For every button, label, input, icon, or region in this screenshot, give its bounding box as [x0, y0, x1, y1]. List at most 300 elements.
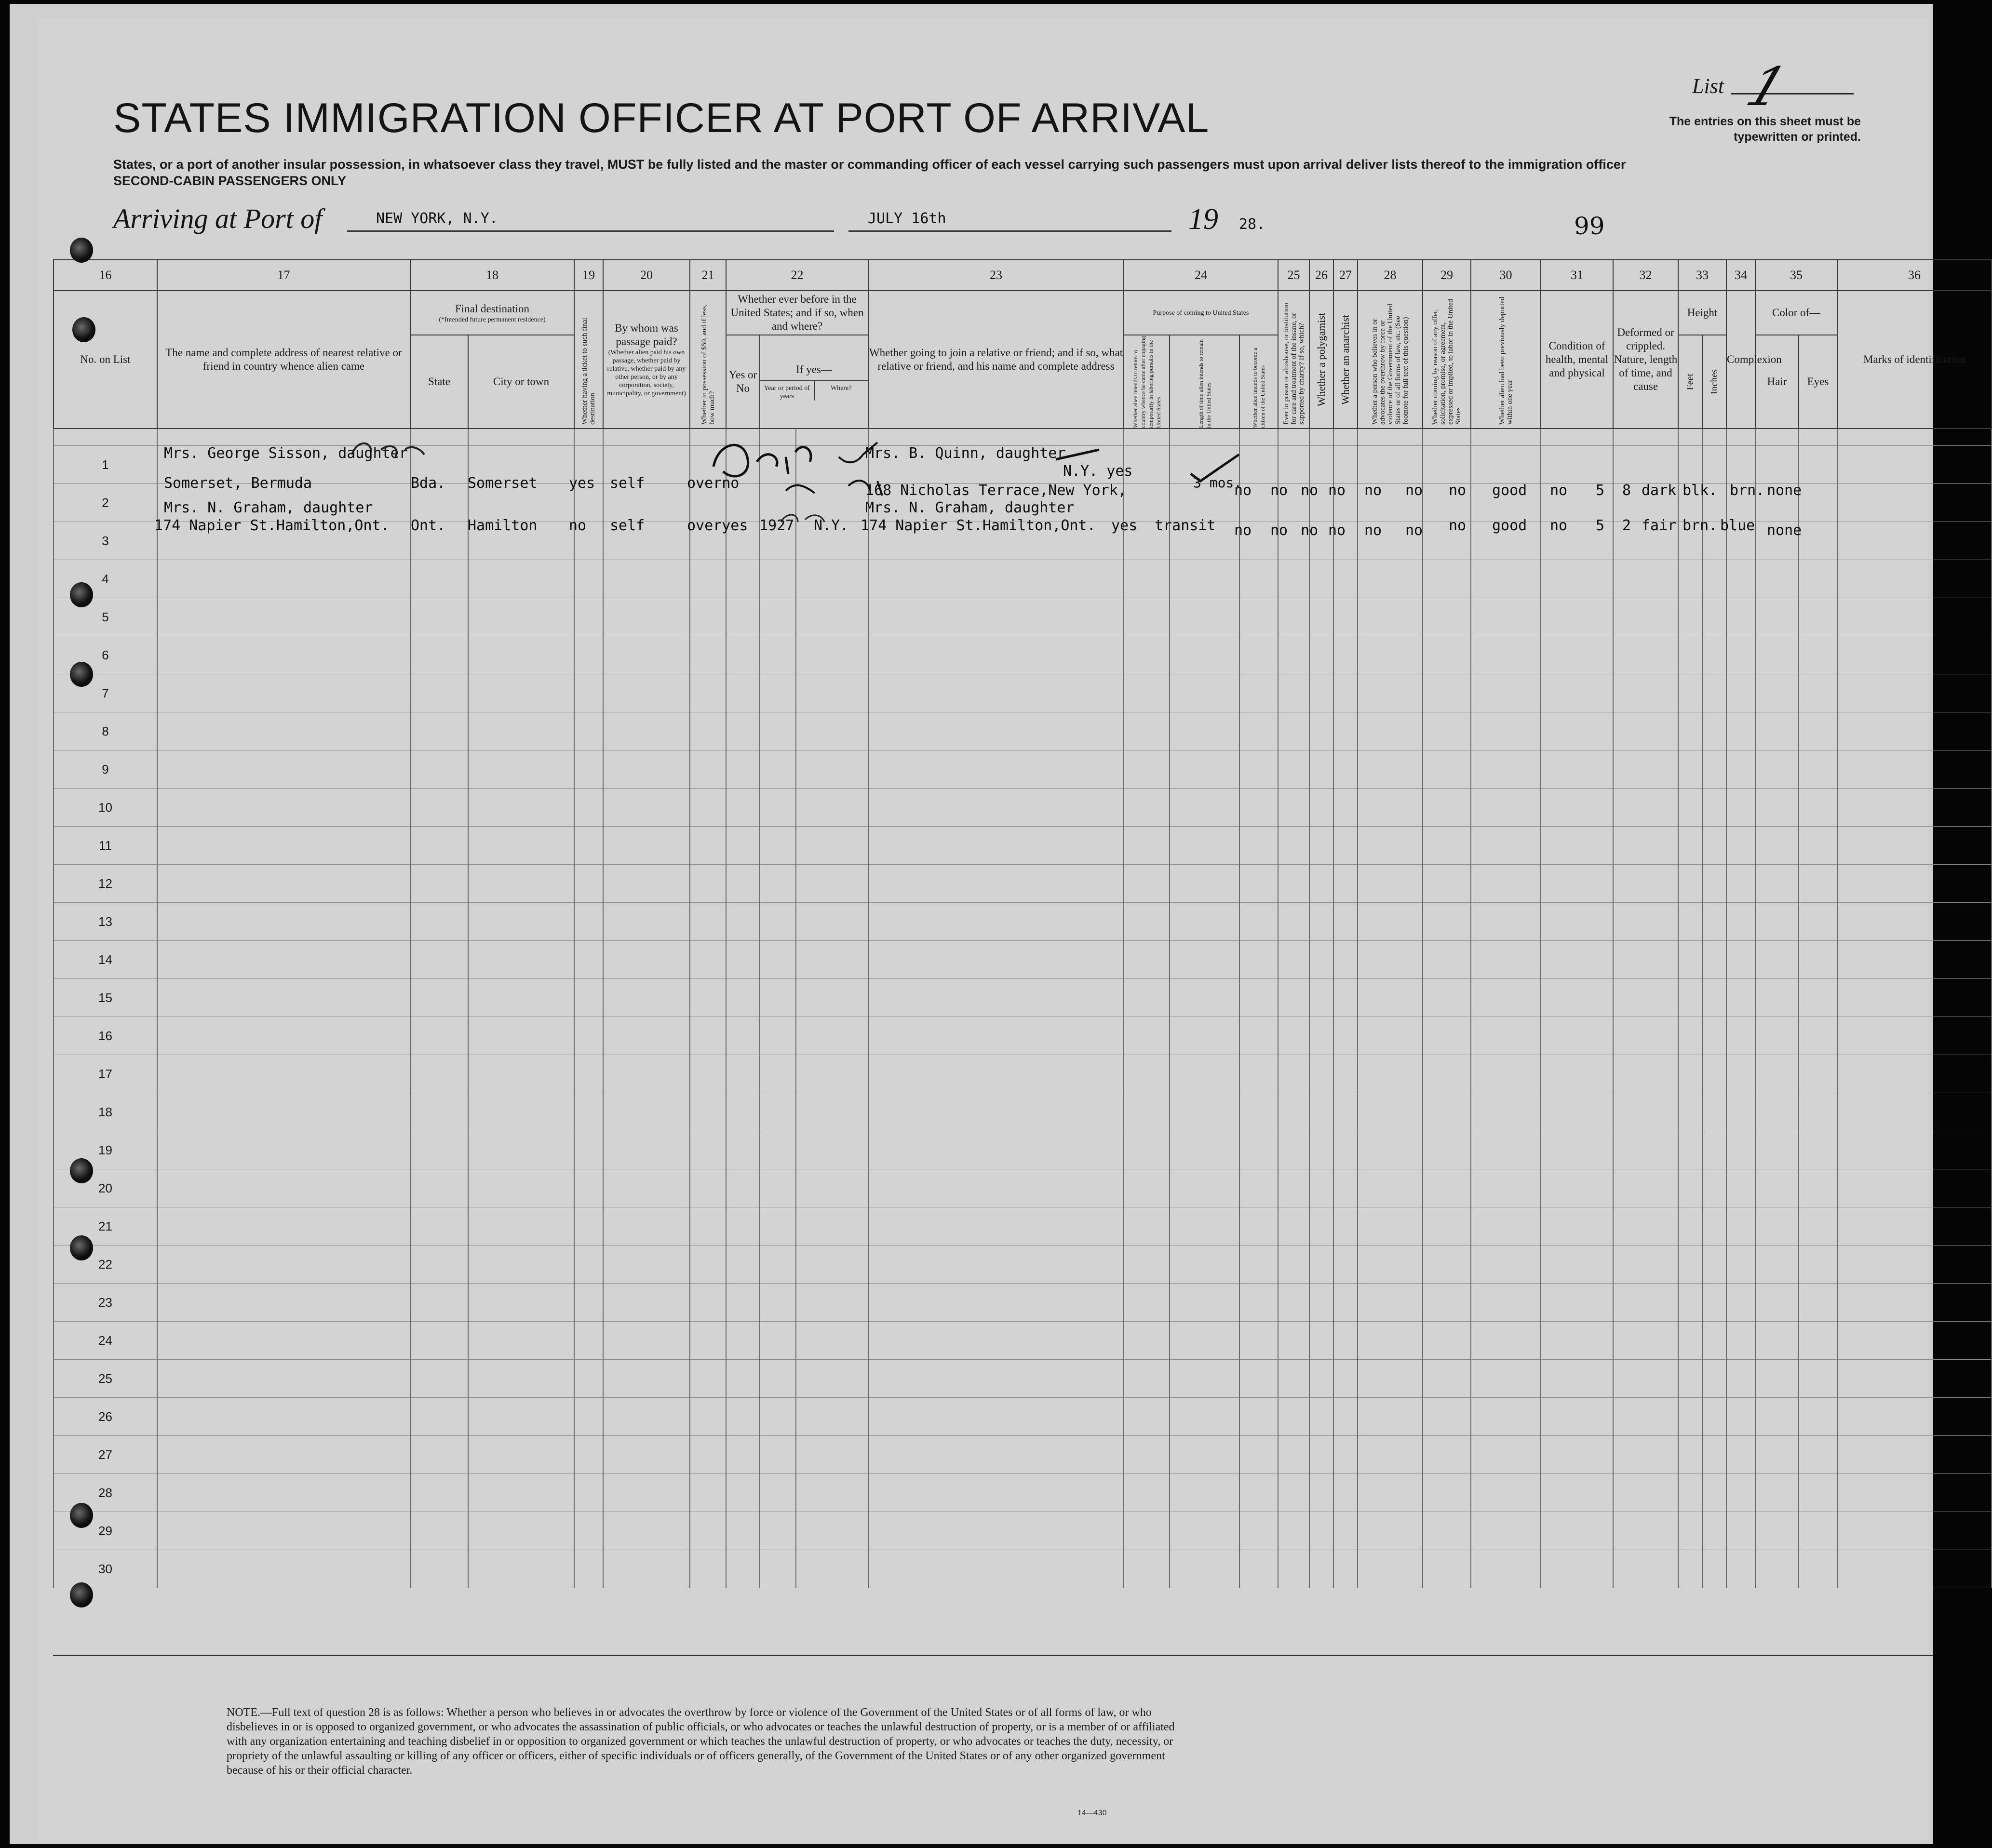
table-cell [726, 598, 760, 636]
table-cell [1423, 1284, 1471, 1322]
table-cell [1613, 903, 1678, 941]
table-cell [574, 1017, 603, 1055]
table-cell [1423, 827, 1471, 865]
table-cell [603, 712, 690, 750]
table-cell [760, 1550, 796, 1588]
spacer-cell [1755, 429, 1799, 446]
table-cell [796, 1245, 868, 1284]
table-cell [1702, 712, 1726, 750]
col-num-32: 32 [1613, 260, 1678, 291]
header-eyes: Eyes [1799, 335, 1837, 429]
table-cell [603, 1474, 690, 1512]
table-cell [410, 1017, 468, 1055]
punch-hole [70, 1503, 93, 1528]
table-cell [1702, 1360, 1726, 1398]
table-cell [1358, 1017, 1423, 1055]
table-cell [1541, 789, 1613, 827]
table-cell [1423, 750, 1471, 789]
table-cell [157, 903, 410, 941]
table-cell [1471, 674, 1541, 712]
table-cell [690, 941, 726, 979]
table-cell [1541, 1169, 1613, 1207]
table-cell [410, 1055, 468, 1093]
entry-1-deformed: no [1550, 482, 1568, 499]
table-cell [1541, 1436, 1613, 1474]
table-cell [868, 1550, 1124, 1588]
table-cell [1170, 865, 1239, 903]
table-cell [1278, 827, 1309, 865]
table-cell [603, 865, 690, 903]
table-cell [726, 1398, 760, 1436]
table-cell [868, 712, 1124, 750]
table-cell [1423, 1436, 1471, 1474]
table-cell [574, 1398, 603, 1436]
table-cell [1837, 1245, 1992, 1284]
table-cell [1755, 1360, 1799, 1398]
table-cell [760, 1398, 796, 1436]
entry-2-relative-line1: Mrs. N. Graham, daughter [164, 499, 373, 516]
table-cell [1278, 598, 1309, 636]
table-cell [1358, 636, 1423, 674]
table-cell [157, 1360, 410, 1398]
table-cell [603, 1207, 690, 1245]
table-cell [1678, 636, 1702, 674]
table-cell [1358, 1284, 1423, 1322]
table-cell [410, 1131, 468, 1169]
table-cell [690, 1284, 726, 1322]
table-cell [1309, 1245, 1333, 1284]
table-cell [1702, 1169, 1726, 1207]
table-cell [760, 865, 796, 903]
table-cell [760, 712, 796, 750]
table-cell [1678, 560, 1702, 598]
purpose-label: Purpose of coming to United States [1153, 309, 1249, 317]
entry-1-c29: no [1364, 482, 1382, 499]
table-cell [603, 1131, 690, 1169]
header-city: City or town [468, 335, 574, 429]
table-cell [1541, 1512, 1613, 1550]
table-cell [157, 941, 410, 979]
table-cell [868, 1055, 1124, 1093]
row-number: 8 [54, 712, 157, 750]
table-cell [1333, 1131, 1358, 1169]
table-cell [796, 1207, 868, 1245]
col-num-35: 35 [1755, 260, 1837, 291]
row-number: 5 [54, 598, 157, 636]
table-cell [1678, 1474, 1702, 1512]
table-cell [1799, 1322, 1837, 1360]
header-purpose [1124, 291, 1278, 335]
spacer-cell [468, 429, 574, 446]
table-cell [157, 1474, 410, 1512]
table-cell [1239, 941, 1278, 979]
table-cell [726, 1360, 760, 1398]
table-cell [1423, 1474, 1471, 1512]
table-cell [574, 712, 603, 750]
table-cell [796, 674, 868, 712]
table-cell [1278, 1436, 1309, 1474]
table-cell [1471, 1512, 1541, 1550]
table-cell [468, 560, 574, 598]
table-cell [1170, 1360, 1239, 1398]
entry-2-feet: 5 [1596, 517, 1605, 534]
entry-2-length: transit [1155, 517, 1216, 534]
row-number: 12 [54, 865, 157, 903]
table-cell [603, 1093, 690, 1131]
table-cell [1837, 484, 1992, 522]
entry-2-join-line1: Mrs. N. Graham, daughter [865, 499, 1075, 516]
table-cell [1471, 1284, 1541, 1322]
table-cell [468, 1017, 574, 1055]
table-cell [1170, 1055, 1239, 1093]
table-cell [1678, 1131, 1702, 1169]
table-cell [1799, 560, 1837, 598]
table-cell [1755, 941, 1799, 979]
table-cell [1678, 1360, 1702, 1398]
table-cell [157, 1436, 410, 1474]
table-cell [1124, 979, 1170, 1017]
table-cell [574, 979, 603, 1017]
entry-1-hair: blk. [1682, 482, 1718, 499]
col-num-29: 29 [1423, 260, 1471, 291]
table-cell [690, 865, 726, 903]
table-cell [1541, 903, 1613, 941]
purpose-a-label: Whether alien intends to return to country whence he came after engaging temporarily in laboring pursuits in the United States [1131, 336, 1162, 428]
entry-2-year: 1927 [759, 517, 794, 534]
table-cell [1726, 1550, 1755, 1588]
table-cell [1541, 1055, 1613, 1093]
row-number: 29 [54, 1512, 157, 1550]
table-cell [410, 1284, 468, 1322]
table-row [54, 1398, 1992, 1436]
table-cell [1423, 1017, 1471, 1055]
table-cell [796, 1322, 868, 1360]
col-num-20: 20 [603, 260, 690, 291]
table-cell [1333, 598, 1358, 636]
table-cell [1678, 827, 1702, 865]
entry-1-ticket: yes [569, 475, 595, 492]
table-cell [1799, 1360, 1837, 1398]
spacer-cell [1678, 429, 1702, 446]
typewritten-instruction: The entries on this sheet must be typewritten or printed. [1669, 115, 1861, 144]
header-color-of: Color of— [1755, 291, 1837, 335]
table-cell [868, 1245, 1124, 1284]
table-cell [1170, 1093, 1239, 1131]
table-cell [1358, 1093, 1423, 1131]
table-cell [1541, 1284, 1613, 1322]
table-cell [690, 750, 726, 789]
table-cell [796, 1017, 868, 1055]
table-cell [1423, 1131, 1471, 1169]
money-label: Whether in possession of $50, and if less, how much? [700, 304, 716, 425]
table-cell [1170, 674, 1239, 712]
table-cell [1678, 750, 1702, 789]
table-cell [1678, 1093, 1702, 1131]
header-state: State [410, 335, 468, 429]
table-cell [1423, 636, 1471, 674]
col-num-34: 34 [1726, 260, 1755, 291]
spacer-cell [54, 429, 157, 446]
entry-1-marks: none [1767, 482, 1802, 499]
table-cell [603, 1245, 690, 1284]
table-cell [690, 1245, 726, 1284]
table-cell [1309, 979, 1333, 1017]
header-health: Condition of health, mental and physical [1541, 291, 1613, 429]
col-num-21: 21 [690, 260, 726, 291]
row-number: 25 [54, 1360, 157, 1398]
table-cell [603, 1055, 690, 1093]
entry-1-health: good [1492, 482, 1527, 499]
entry-2-deformed: no [1550, 517, 1568, 534]
table-cell [1799, 789, 1837, 827]
table-cell [1702, 560, 1726, 598]
table-cell [868, 1131, 1124, 1169]
table-cell [726, 712, 760, 750]
table-cell [1678, 674, 1702, 712]
table-cell [1755, 1245, 1799, 1284]
table-cell [868, 1398, 1124, 1436]
table-cell [410, 1474, 468, 1512]
table-cell [796, 789, 868, 827]
table-cell [1755, 789, 1799, 827]
table-cell [1170, 636, 1239, 674]
table-cell [1124, 1360, 1170, 1398]
table-cell [1423, 1245, 1471, 1284]
manifest-rows [54, 429, 1992, 1588]
table-cell [410, 979, 468, 1017]
col-num-27: 27 [1333, 260, 1358, 291]
table-cell [1239, 979, 1278, 1017]
table-cell [726, 1436, 760, 1474]
table-cell [1278, 941, 1309, 979]
table-cell [1423, 1398, 1471, 1436]
prison-label: Ever in prison or almshouse, or institution for care and treatment of the insane, or supported by charity? If so, which? [1282, 303, 1306, 425]
table-cell [1278, 446, 1309, 484]
table-cell [157, 636, 410, 674]
table-cell [157, 789, 410, 827]
header-money [690, 291, 726, 429]
table-cell [1799, 674, 1837, 712]
table-cell [1170, 560, 1239, 598]
table-cell [1613, 446, 1678, 484]
table-cell [468, 903, 574, 941]
table-cell [1333, 903, 1358, 941]
table-cell [868, 979, 1124, 1017]
table-cell [1799, 636, 1837, 674]
header-feet [1678, 335, 1702, 429]
header-nearest-relative: The name and complete address of nearest relative or friend in country whence alien came [157, 291, 410, 429]
table-row [54, 941, 1992, 979]
year-suffix: 28. [1239, 216, 1265, 233]
table-cell [796, 979, 868, 1017]
table-cell [1799, 941, 1837, 979]
table-cell [157, 598, 410, 636]
table-cell [1755, 1284, 1799, 1322]
table-cell [760, 1322, 796, 1360]
table-cell [468, 941, 574, 979]
table-cell [468, 1055, 574, 1093]
table-cell [468, 789, 574, 827]
column-number-row [54, 260, 1992, 291]
table-cell [1678, 712, 1702, 750]
table-cell [1702, 1207, 1726, 1245]
table-cell [1423, 1360, 1471, 1398]
table-cell [1239, 1512, 1278, 1550]
table-cell [1541, 674, 1613, 712]
row-number: 3 [54, 522, 157, 560]
table-cell [1702, 979, 1726, 1017]
table-cell [1541, 865, 1613, 903]
table-cell [157, 1322, 410, 1360]
table-cell [760, 674, 796, 712]
entry-2-join-line2: 174 Napier St.Hamilton,Ont. [861, 517, 1096, 534]
table-cell [603, 750, 690, 789]
table-cell [1309, 903, 1333, 941]
table-cell [1309, 1550, 1333, 1588]
contract-label: Whether coming by reason of any offer, solicitation, promise, or agreement, expressed or implied, to labor in the United States [1431, 299, 1463, 425]
table-cell [1309, 1474, 1333, 1512]
table-row [54, 636, 1992, 674]
table-cell [410, 1436, 468, 1474]
table-cell [1170, 1131, 1239, 1169]
table-cell [726, 903, 760, 941]
table-cell [726, 865, 760, 903]
table-cell [1613, 1322, 1678, 1360]
table-cell [1471, 1169, 1541, 1207]
header-hair: Hair [1755, 335, 1799, 429]
handwritten-mark-1 [347, 435, 429, 464]
table-cell [1170, 1245, 1239, 1284]
table-cell [1755, 1207, 1799, 1245]
table-cell [1613, 712, 1678, 750]
table-cell [1124, 1322, 1170, 1360]
row-number: 23 [54, 1284, 157, 1322]
table-cell [1702, 1093, 1726, 1131]
table-cell [1333, 1169, 1358, 1207]
punch-hole [70, 662, 93, 687]
table-cell [1358, 1436, 1423, 1474]
table-cell [1755, 560, 1799, 598]
table-cell [1726, 903, 1755, 941]
table-cell [1309, 750, 1333, 789]
table-cell [603, 979, 690, 1017]
table-cell [1239, 1169, 1278, 1207]
table-cell [1358, 1131, 1423, 1169]
table-cell [410, 712, 468, 750]
table-cell [1837, 1512, 1992, 1550]
entry-1-relative-line1: Mrs. George Sisson, daughter [164, 445, 408, 462]
table-cell [1239, 598, 1278, 636]
overthrow-label: Whether a person who believes in or advocates the overthrow by force or violence of the Government of the United States or of all forms of law, etc. (See footnote for full text of this question) [1371, 304, 1410, 425]
row-number: 18 [54, 1093, 157, 1131]
table-cell [1613, 1017, 1678, 1055]
table-cell [1309, 1017, 1333, 1055]
table-cell [1170, 1322, 1239, 1360]
spacer-cell [603, 429, 690, 446]
table-cell [1358, 1055, 1423, 1093]
polygamist-label: Whether a polygamist [1315, 312, 1328, 407]
table-cell [603, 1398, 690, 1436]
table-cell [1333, 1055, 1358, 1093]
table-row [54, 712, 1992, 750]
table-cell [1170, 1436, 1239, 1474]
row-number: 20 [54, 1169, 157, 1207]
table-cell [1726, 750, 1755, 789]
table-cell [726, 1474, 760, 1512]
table-cell [726, 674, 760, 712]
entry-1-relative-line2: Somerset, Bermuda [164, 475, 312, 492]
table-cell [1702, 1398, 1726, 1436]
table-cell [1613, 941, 1678, 979]
table-cell [1755, 1055, 1799, 1093]
table-cell [1837, 1131, 1992, 1169]
table-cell [1333, 1398, 1358, 1436]
table-cell [1239, 1322, 1278, 1360]
punch-hole [70, 582, 93, 607]
table-cell [1170, 1550, 1239, 1588]
table-cell [690, 1512, 726, 1550]
table-cell [1239, 750, 1278, 789]
table-cell [1423, 941, 1471, 979]
table-cell [1333, 1436, 1358, 1474]
table-cell [726, 1017, 760, 1055]
table-cell [1124, 1436, 1170, 1474]
table-cell [1239, 865, 1278, 903]
table-cell [1239, 1550, 1278, 1588]
table-row [54, 827, 1992, 865]
table-cell [726, 1322, 760, 1360]
table-cell [868, 1322, 1124, 1360]
header-deformed: Deformed or crippled. Nature, length of time, and cause [1613, 291, 1678, 429]
table-cell [410, 1245, 468, 1284]
col-num-16: 16 [54, 260, 157, 291]
table-cell [1726, 674, 1755, 712]
table-cell [1358, 1245, 1423, 1284]
table-cell [574, 1245, 603, 1284]
arrival-date: JULY 16th [868, 210, 946, 227]
table-cell [1837, 1436, 1992, 1474]
table-cell [1541, 1017, 1613, 1055]
table-cell [1613, 1055, 1678, 1093]
table-cell [1726, 1322, 1755, 1360]
table-cell [1755, 827, 1799, 865]
table-cell [574, 1169, 603, 1207]
table-cell [1333, 1245, 1358, 1284]
table-cell [1239, 1131, 1278, 1169]
table-cell [690, 1474, 726, 1512]
subtitle: States, or a port of another insular possession, in whatsoever class they travel, MUST be fully listed and the master or commanding officer of each vessel carrying such passengers must upon arrival deliver lists thereof to the immigration officer [113, 157, 1626, 172]
spacer-cell [1471, 429, 1541, 446]
table-cell [410, 865, 468, 903]
table-cell [1541, 1093, 1613, 1131]
col-num-36: 36 [1837, 260, 1992, 291]
table-cell [1678, 1398, 1702, 1436]
table-cell [1726, 1093, 1755, 1131]
table-cell [410, 674, 468, 712]
table-cell [1837, 941, 1992, 979]
table-cell [1726, 1512, 1755, 1550]
punch-hole [70, 1582, 93, 1607]
table-cell [1726, 1436, 1755, 1474]
spacer-cell [1541, 429, 1613, 446]
table-cell [1755, 865, 1799, 903]
table-cell [796, 865, 868, 903]
table-cell [1471, 1436, 1541, 1474]
table-cell [1541, 1474, 1613, 1512]
table-cell [1837, 598, 1992, 636]
table-cell [157, 827, 410, 865]
table-cell [1726, 1474, 1755, 1512]
